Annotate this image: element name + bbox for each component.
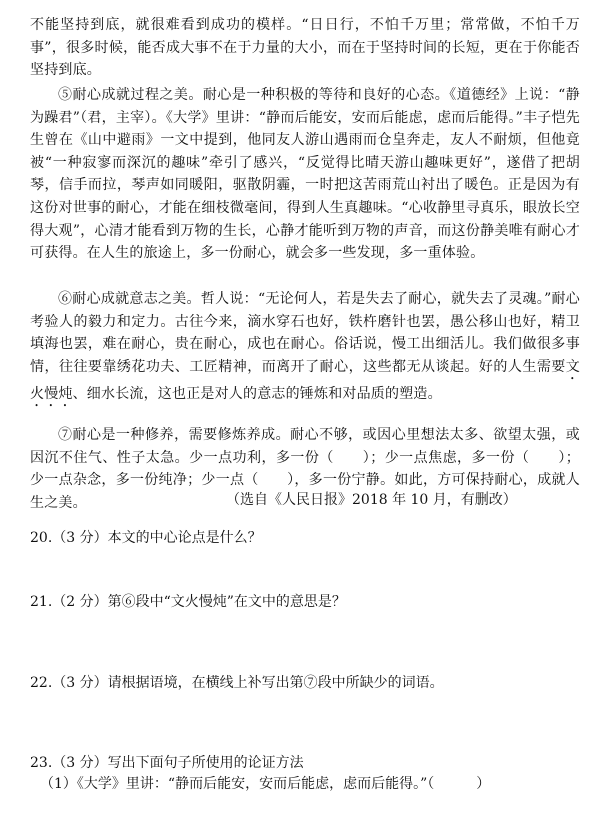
- question-23-sub-1: （1）《大学》里讲：“静而后能安，安而后能虑，虑而后能得。”（ ）: [40, 776, 491, 792]
- source-citation: （选自《人民日报》2018 年 10 月，有删改）: [226, 492, 517, 508]
- question-20: 20.（3 分）本文的中心论点是什么？: [30, 530, 262, 546]
- paragraph-6-after: 、细水长流，这也正是对人的意志的锤炼和对品质的塑造。: [72, 385, 442, 402]
- paragraph-6-emphasis: 文火慢炖: [30, 358, 580, 402]
- paragraph-7: ⑦耐心是一种修养，需要修炼养成。耐心不够，或因心里想法太多、欲望太强，或因沉不住气、性子太急。少一点功利，多一份（ ）；少一点焦虑，多一份（ ）；少一点杂念，多一份纯净；少一点（ ），多一份宁静。如此，方可保持耐心，成就人生之美。: [30, 427, 580, 511]
- paragraph-intro-tail: 不能坚持到底，就很难看到成功的模样。“日日行，不怕千万里；常常做，不怕千万事”，很多时候，能否成大事不在于力量的大小，而在于坚持时间的长短，更在于你能否坚持到底。: [30, 17, 580, 79]
- question-22: 22.（3 分）请根据语境，在横线上补写出第⑦段中所缺少的词语。: [30, 675, 444, 691]
- question-21: 21.（2 分）第⑥段中“文火慢炖”在文中的意思是？: [30, 594, 346, 610]
- paragraph-6-before: ⑥耐心成就意志之美。哲人说：“无论何人，若是失去了耐心，就失去了灵魂。”耐心考验人的毅力和定力。古往今来，滴水穿石也好，铁杵磨针也罢，愚公移山也好，精卫填海也罢，难在耐心，贵在耐心，成也在耐心。俗话说，慢工出细活儿。我们做很多事情，往往要靠绣花功夫、工匠精神，而离开了耐心，这些都无从谈起。好的人生需要: [30, 291, 580, 375]
- question-23: 23.（3 分）写出下面句子所使用的论证方法: [30, 755, 304, 771]
- paragraph-6: [0, 288, 590, 410]
- paragraph-5: ⑤耐心成就过程之美。耐心是一种积极的等待和良好的心态。《道德经》上说：“静为躁君”（君，主宰）。《大学》里讲：“静而后能安，安而后能虑，虑而后能得。”丰子恺先生曾在《山中避雨》一文中提到，他同友人游山遇雨而仓皇奔走，友人不耐烦，但他竟被“一种寂寥而深沉的趣味”牵引了感兴，“反觉得比晴天游山趣味更好”，遂借了把胡琴，信手而拉，琴声如同暖阳，驱散阴霾，一时把这苦雨荒山衬出了暖色。正是因为有这份对世事的耐心，才能在细枝微毫间，得到人生真趣味。“心收静里寻真乐，眼放长空得大观”，心清才能看到万物的生长，心静才能听到万物的声音，而这份静美唯有耐心才可获得。在人生的旅途上，多一份耐心，就会多一些发现，多一重体验。: [30, 87, 580, 262]
